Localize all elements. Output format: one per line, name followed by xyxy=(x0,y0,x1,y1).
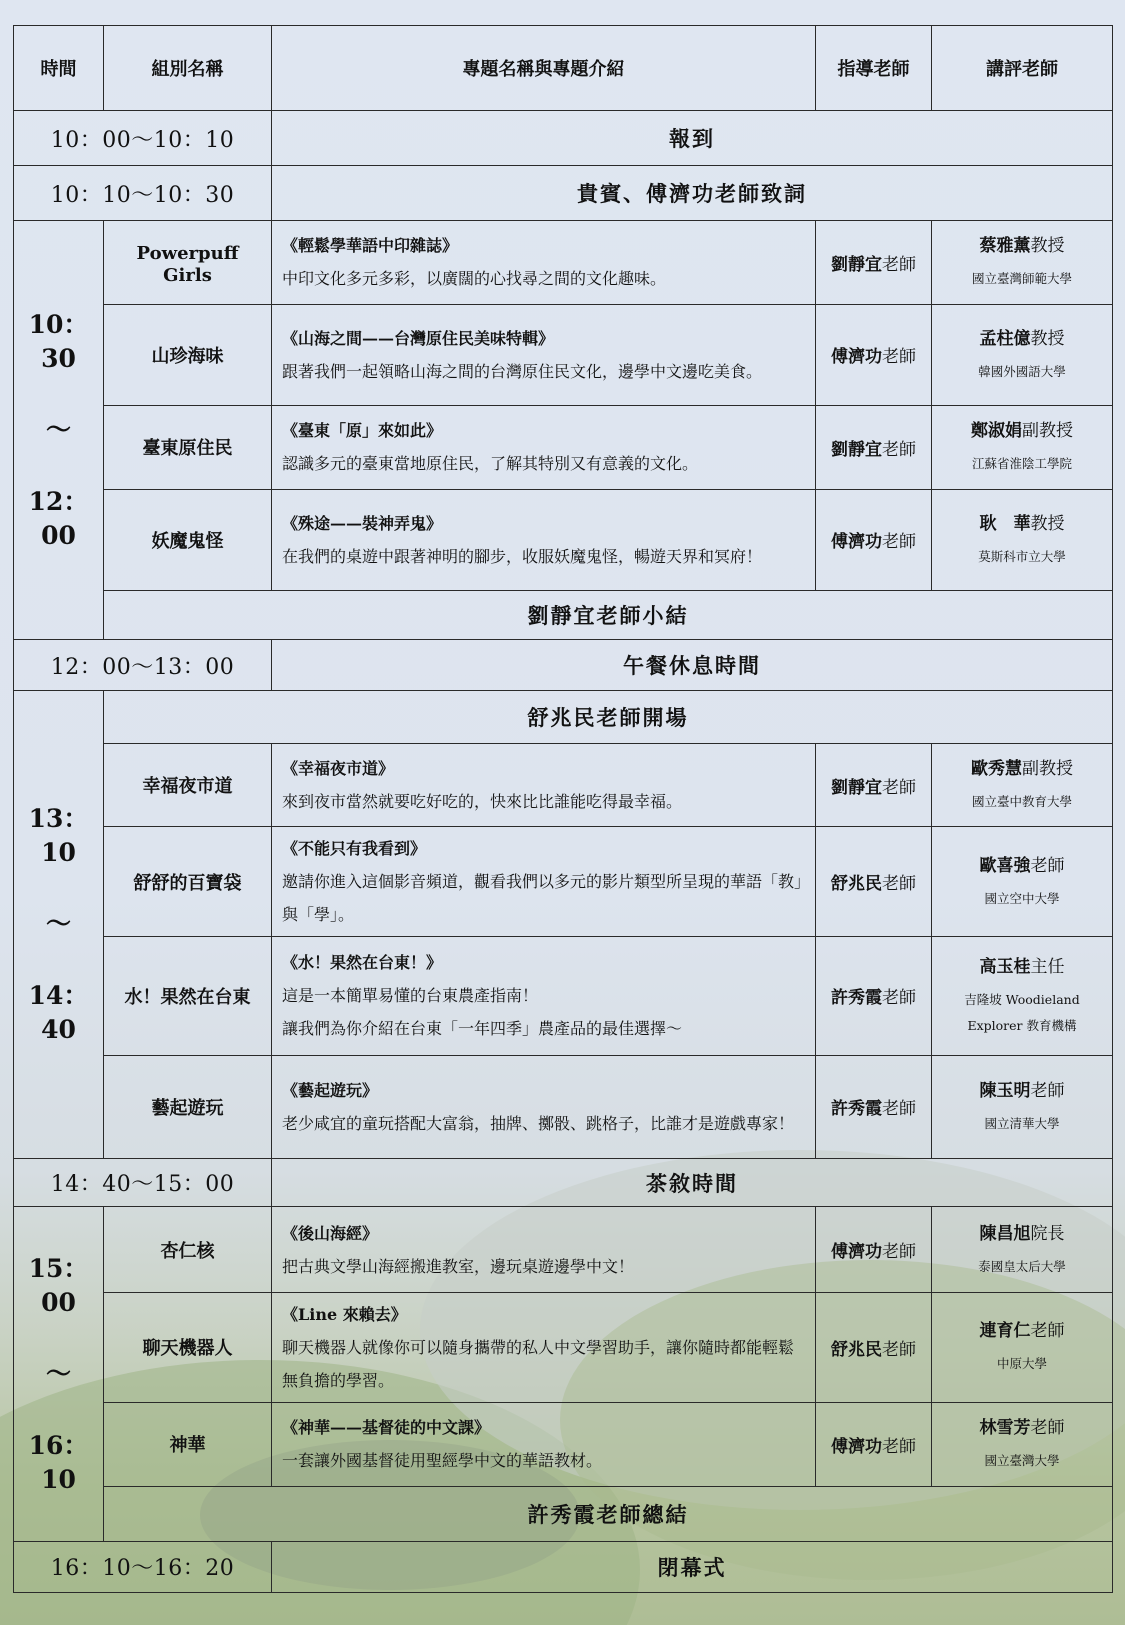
tea-time: 14：40～15：00 xyxy=(14,1158,272,1207)
session2-tilde: ～ xyxy=(45,909,71,939)
tea-row xyxy=(14,1158,1113,1207)
advisor-cell xyxy=(816,406,932,489)
topic-description: 這是一本簡單易懂的台東農產指南！ xyxy=(282,986,539,1006)
group-name: Powerpuff Girls xyxy=(104,221,272,304)
reviewer-title: 老師 xyxy=(1030,1080,1065,1101)
topic-title: 《臺東「原」來如此》 xyxy=(282,421,443,441)
advisor-name: 傅濟功 xyxy=(831,1436,882,1457)
advisor-name: 劉靜宜 xyxy=(831,439,882,460)
session1-tilde: ～ xyxy=(45,415,71,445)
schedule-table xyxy=(13,25,1113,1593)
group-name: 妖魔鬼怪 xyxy=(104,489,272,591)
lunch-time: 12：00～13：00 xyxy=(14,640,272,691)
session2-opening-row xyxy=(14,690,1113,743)
topic-description: 認識多元的臺東當地原住民，了解其特別又有意義的文化。 xyxy=(282,454,699,474)
reviewer-title: 教授 xyxy=(1030,328,1065,349)
session1-end: 12：00 xyxy=(28,487,89,550)
reviewer-name: 陳昌旭 xyxy=(979,1223,1031,1244)
session3-time xyxy=(14,1207,104,1542)
reviewer-title: 副教授 xyxy=(1022,759,1073,779)
advisor-title: 老師 xyxy=(882,988,916,1009)
reviewer-organization: 中原大學 xyxy=(996,1356,1047,1372)
table-row xyxy=(14,1402,1113,1486)
lunch-label: 午餐休息時間 xyxy=(272,640,1113,691)
header-reviewer: 講評老師 xyxy=(932,26,1113,111)
session3-end: 16：10 xyxy=(28,1431,89,1494)
advisor-cell xyxy=(816,1402,932,1486)
reviewer-organization: 莫斯科市立大學 xyxy=(978,548,1066,564)
reviewer-title: 主任 xyxy=(1030,956,1065,977)
reviewer-organization: 江蘇省淮陰工學院 xyxy=(971,456,1072,472)
header-row xyxy=(14,26,1113,111)
topic-cell xyxy=(272,406,816,489)
reviewer-cell xyxy=(932,1207,1113,1292)
topic-title: 《神華——基督徒的中文課》 xyxy=(282,1418,491,1438)
opening-time: 10：10～10：30 xyxy=(14,166,272,221)
table-row xyxy=(14,827,1113,937)
table-row xyxy=(14,1055,1113,1158)
topic-cell xyxy=(272,489,816,591)
reviewer-title: 老師 xyxy=(1030,1321,1065,1342)
closing-row xyxy=(14,1541,1113,1592)
session1-start: 10：30 xyxy=(28,309,89,373)
topic-cell xyxy=(272,743,816,826)
reviewer-cell xyxy=(932,827,1113,937)
topic-title: 《Line 來賴去》 xyxy=(282,1304,407,1324)
reviewer-title: 教授 xyxy=(1030,513,1065,534)
reviewer-name: 歐秀慧 xyxy=(971,759,1022,779)
topic-title: 《後山海經》 xyxy=(282,1223,379,1243)
group-name: 山珍海味 xyxy=(104,304,272,406)
reviewer-name: 歐喜強 xyxy=(979,855,1031,876)
advisor-title: 老師 xyxy=(882,1099,916,1120)
topic-title: 《水！果然在台東！》 xyxy=(282,953,443,973)
header-time: 時間 xyxy=(14,26,104,111)
registration-label: 報到 xyxy=(272,111,1113,166)
table-row xyxy=(14,304,1113,406)
topic-cell xyxy=(272,1292,816,1402)
topic-cell xyxy=(272,1055,816,1158)
reviewer-organization: 吉隆坡 Woodieland Explorer 教育機構 xyxy=(964,991,1080,1033)
advisor-title: 老師 xyxy=(882,777,916,798)
reviewer-name: 陳玉明 xyxy=(979,1080,1031,1101)
advisor-name: 許秀霞 xyxy=(831,988,882,1009)
registration-time: 10：00～10：10 xyxy=(14,111,272,166)
topic-cell xyxy=(272,304,816,406)
table-row xyxy=(14,937,1113,1056)
advisor-cell xyxy=(816,221,932,304)
group-name: 舒舒的百寶袋 xyxy=(104,827,272,937)
topic-description: 在我們的桌遊中跟著神明的腳步，收服妖魔鬼怪，暢遊天界和冥府！ xyxy=(282,546,763,566)
group-name: 水！果然在台東 xyxy=(104,937,272,1056)
group-name: 神華 xyxy=(104,1402,272,1486)
reviewer-title: 副教授 xyxy=(1022,421,1073,442)
advisor-cell xyxy=(816,827,932,937)
topic-cell xyxy=(272,1402,816,1486)
session2-end: 14：40 xyxy=(28,981,89,1044)
reviewer-cell xyxy=(932,1055,1113,1158)
reviewer-name: 林雪芳 xyxy=(979,1418,1031,1439)
reviewer-organization: 韓國外國語大學 xyxy=(978,363,1066,379)
advisor-title: 老師 xyxy=(882,347,916,368)
topic-title: 《輕鬆學華語中印雜誌》 xyxy=(282,236,459,256)
advisor-name: 劉靜宜 xyxy=(831,777,882,798)
table-row xyxy=(14,489,1113,591)
topic-title: 《殊途——裝神弄鬼》 xyxy=(282,513,443,533)
advisor-title: 老師 xyxy=(882,254,916,275)
advisor-cell xyxy=(816,743,932,826)
topic-description: 邀請你進入這個影音頻道，觀看我們以多元的影片類型所呈現的華語「教」與「學」。 xyxy=(282,872,803,925)
topic-cell xyxy=(272,1207,816,1292)
session2-start: 13：10 xyxy=(28,803,89,867)
reviewer-organization: 國立臺灣大學 xyxy=(984,1453,1060,1469)
topic-description: 中印文化多元多彩，以廣闊的心找尋之間的文化趣味。 xyxy=(282,269,667,289)
advisor-cell xyxy=(816,937,932,1056)
reviewer-organization: 國立空中大學 xyxy=(984,890,1060,906)
reviewer-title: 教授 xyxy=(1030,236,1065,257)
reviewer-name: 鄭淑娟 xyxy=(971,421,1022,442)
reviewer-cell xyxy=(932,304,1113,406)
table-row xyxy=(14,221,1113,304)
lunch-row xyxy=(14,640,1113,691)
advisor-name: 傅濟功 xyxy=(831,1242,882,1263)
advisor-name: 舒兆民 xyxy=(831,1339,882,1360)
reviewer-cell xyxy=(932,221,1113,304)
session3-summary: 許秀霞老師總結 xyxy=(104,1487,1113,1542)
topic-description: 來到夜市當然就要吃好吃的，快來比比誰能吃得最幸福。 xyxy=(282,792,683,811)
topic-cell xyxy=(272,221,816,304)
advisor-title: 老師 xyxy=(882,874,916,895)
table-row xyxy=(14,1207,1113,1292)
session2-opening: 舒兆民老師開場 xyxy=(104,690,1113,743)
advisor-title: 老師 xyxy=(882,1339,916,1360)
reviewer-organization: 泰國皇太后大學 xyxy=(978,1258,1066,1274)
advisor-title: 老師 xyxy=(882,439,916,460)
reviewer-cell xyxy=(932,743,1113,826)
closing-time: 16：10～16：20 xyxy=(14,1541,272,1592)
advisor-cell xyxy=(816,489,932,591)
table-row xyxy=(14,743,1113,826)
header-advisor: 指導老師 xyxy=(816,26,932,111)
reviewer-name: 蔡雅薰 xyxy=(979,236,1031,257)
session1-summary: 劉靜宜老師小結 xyxy=(104,591,1113,640)
reviewer-title: 老師 xyxy=(1030,855,1065,876)
topic-description: 跟著我們一起領略山海之間的台灣原住民文化，邊學中文邊吃美食。 xyxy=(282,361,763,381)
group-name: 藝起遊玩 xyxy=(104,1055,272,1158)
table-row xyxy=(14,406,1113,489)
group-name: 杏仁核 xyxy=(104,1207,272,1292)
topic-description: 把古典文學山海經搬進教室，邊玩桌遊邊學中文！ xyxy=(282,1256,635,1276)
reviewer-organization: 國立臺中教育大學 xyxy=(971,794,1072,809)
header-group: 組別名稱 xyxy=(104,26,272,111)
topic-description: 老少咸宜的童玩搭配大富翁，抽牌、擲骰、跳格子，比誰才是遊戲專家！ xyxy=(282,1113,795,1133)
reviewer-cell xyxy=(932,937,1113,1056)
topic-title: 《山海之間——台灣原住民美味特輯》 xyxy=(282,328,555,348)
group-name: 幸福夜市道 xyxy=(104,743,272,826)
reviewer-title: 院長 xyxy=(1030,1223,1065,1244)
topic-description: 一套讓外國基督徒用聖經學中文的華語教材。 xyxy=(282,1451,603,1471)
topic-cell xyxy=(272,827,816,937)
session3-summary-row xyxy=(14,1487,1113,1542)
advisor-title: 老師 xyxy=(882,532,916,553)
reviewer-name: 連育仁 xyxy=(979,1321,1031,1342)
reviewer-cell xyxy=(932,406,1113,489)
tea-label: 茶敘時間 xyxy=(272,1158,1113,1207)
session2-time xyxy=(14,690,104,1158)
table-row xyxy=(14,1292,1113,1402)
reviewer-cell xyxy=(932,1292,1113,1402)
advisor-name: 劉靜宜 xyxy=(831,254,882,275)
advisor-cell xyxy=(816,304,932,406)
advisor-cell xyxy=(816,1055,932,1158)
advisor-title: 老師 xyxy=(882,1436,916,1457)
advisor-name: 傅濟功 xyxy=(831,347,882,368)
topic-description-line2: 讓我們為你介紹在台東「一年四季」農產品的最佳選擇～ xyxy=(282,1019,683,1039)
advisor-cell xyxy=(816,1207,932,1292)
opening-label: 貴賓、傅濟功老師致詞 xyxy=(272,166,1113,221)
registration-row xyxy=(14,111,1113,166)
topic-title: 《幸福夜市道》 xyxy=(282,759,395,778)
closing-label: 閉幕式 xyxy=(272,1541,1113,1592)
session1-summary-row xyxy=(14,591,1113,640)
session3-tilde: ～ xyxy=(45,1359,71,1389)
topic-title: 《藝起遊玩》 xyxy=(282,1080,379,1100)
reviewer-cell xyxy=(932,489,1113,591)
advisor-title: 老師 xyxy=(882,1242,916,1263)
group-name: 臺東原住民 xyxy=(104,406,272,489)
reviewer-title: 老師 xyxy=(1030,1418,1065,1439)
advisor-name: 舒兆民 xyxy=(831,874,882,895)
reviewer-name: 孟柱億 xyxy=(979,328,1031,349)
reviewer-name: 高玉桂 xyxy=(979,956,1031,977)
group-name: 聊天機器人 xyxy=(104,1292,272,1402)
reviewer-organization: 國立臺灣師範大學 xyxy=(971,271,1072,287)
topic-cell xyxy=(272,937,816,1056)
header-topic: 專題名稱與專題介紹 xyxy=(272,26,816,111)
reviewer-cell xyxy=(932,1402,1113,1486)
topic-description: 聊天機器人就像你可以隨身攜帶的私人中文學習助手，讓你隨時都能輕鬆無負擔的學習。 xyxy=(282,1337,795,1390)
reviewer-name: 耿 華 xyxy=(979,513,1031,534)
session3-start: 15：00 xyxy=(28,1253,89,1317)
reviewer-organization: 國立清華大學 xyxy=(984,1115,1060,1131)
advisor-cell xyxy=(816,1292,932,1402)
opening-row xyxy=(14,166,1113,221)
advisor-name: 許秀霞 xyxy=(831,1099,882,1120)
advisor-name: 傅濟功 xyxy=(831,532,882,553)
session1-time xyxy=(14,221,104,640)
topic-title: 《不能只有我看到》 xyxy=(282,839,427,859)
